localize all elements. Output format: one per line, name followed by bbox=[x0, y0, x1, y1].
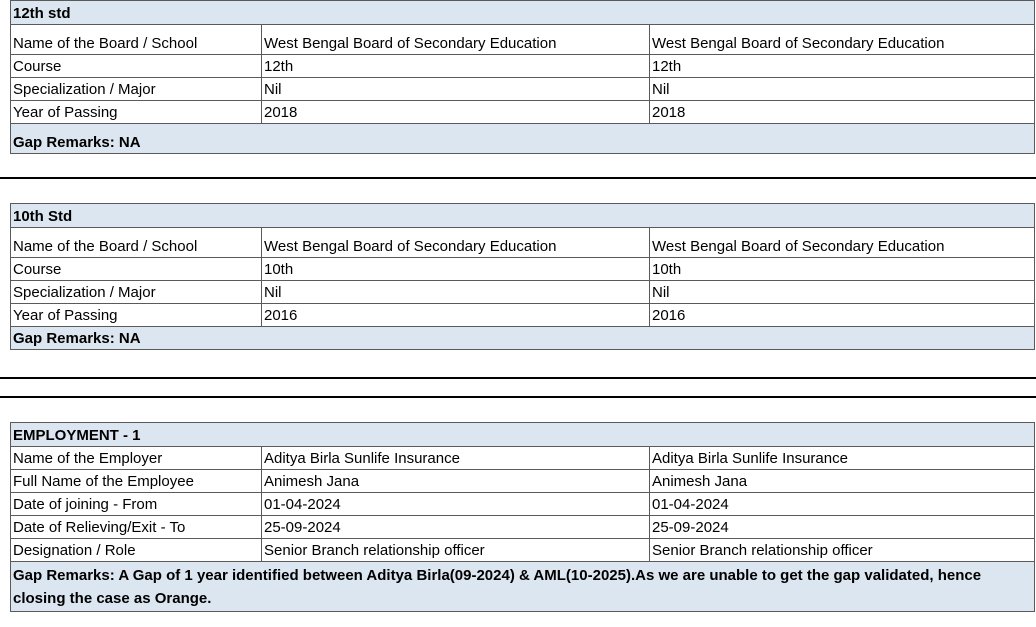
row-label: Name of the Employer bbox=[11, 447, 262, 470]
row-value-1: 2018 bbox=[262, 101, 650, 124]
row-label: Name of the Board / School bbox=[11, 25, 262, 55]
row-value-2: Nil bbox=[650, 281, 1035, 304]
row-label: Specialization / Major bbox=[11, 78, 262, 101]
row-value-1: West Bengal Board of Secondary Education bbox=[262, 25, 650, 55]
row-label: Designation / Role bbox=[11, 539, 262, 562]
row-label: Date of Relieving/Exit - To bbox=[11, 516, 262, 539]
row-value-1: 01-04-2024 bbox=[262, 493, 650, 516]
section-title: 10th Std bbox=[11, 204, 1035, 228]
gap-remarks: Gap Remarks: A Gap of 1 year identified between Aditya Birla(09-2024) & AML(10-2025).As we are unable to get the gap validated, hence closing the case as Orange. bbox=[11, 562, 1035, 612]
row-value-2: 2016 bbox=[650, 304, 1035, 327]
row-label: Year of Passing bbox=[11, 101, 262, 124]
row-label: Specialization / Major bbox=[11, 281, 262, 304]
table-employment-1 bbox=[10, 422, 1035, 612]
row-value-1: 12th bbox=[262, 55, 650, 78]
row-value-2: Senior Branch relationship officer bbox=[650, 539, 1035, 562]
row-value-1: 10th bbox=[262, 258, 650, 281]
gap-remarks: Gap Remarks: NA bbox=[11, 124, 1035, 154]
row-value-2: West Bengal Board of Secondary Education bbox=[650, 25, 1035, 55]
row-value-2: 01-04-2024 bbox=[650, 493, 1035, 516]
divider bbox=[0, 177, 1036, 179]
divider bbox=[0, 396, 1036, 398]
row-value-2: 25-09-2024 bbox=[650, 516, 1035, 539]
row-value-2: Aditya Birla Sunlife Insurance bbox=[650, 447, 1035, 470]
row-value-1: Nil bbox=[262, 78, 650, 101]
row-label: Year of Passing bbox=[11, 304, 262, 327]
row-value-2: 10th bbox=[650, 258, 1035, 281]
table-10th-std bbox=[10, 203, 1035, 350]
row-value-1: Aditya Birla Sunlife Insurance bbox=[262, 447, 650, 470]
row-label: Date of joining - From bbox=[11, 493, 262, 516]
row-value-2: Nil bbox=[650, 78, 1035, 101]
gap-remarks: Gap Remarks: NA bbox=[11, 327, 1035, 350]
row-value-2: Animesh Jana bbox=[650, 470, 1035, 493]
row-value-1: Nil bbox=[262, 281, 650, 304]
row-label: Full Name of the Employee bbox=[11, 470, 262, 493]
row-value-2: West Bengal Board of Secondary Education bbox=[650, 228, 1035, 258]
row-value-1: Animesh Jana bbox=[262, 470, 650, 493]
row-value-1: 25-09-2024 bbox=[262, 516, 650, 539]
section-employment-1 bbox=[10, 422, 1034, 612]
row-value-2: 2018 bbox=[650, 101, 1035, 124]
row-value-2: 12th bbox=[650, 55, 1035, 78]
divider bbox=[0, 377, 1036, 379]
section-title: 12th std bbox=[11, 1, 1035, 25]
row-label: Course bbox=[11, 55, 262, 78]
table-12th-std bbox=[10, 0, 1035, 154]
section-12th-std bbox=[10, 0, 1034, 154]
row-value-1: 2016 bbox=[262, 304, 650, 327]
section-10th-std bbox=[10, 203, 1034, 350]
row-label: Course bbox=[11, 258, 262, 281]
row-value-1: Senior Branch relationship officer bbox=[262, 539, 650, 562]
section-title: EMPLOYMENT - 1 bbox=[11, 423, 1035, 447]
row-value-1: West Bengal Board of Secondary Education bbox=[262, 228, 650, 258]
row-label: Name of the Board / School bbox=[11, 228, 262, 258]
